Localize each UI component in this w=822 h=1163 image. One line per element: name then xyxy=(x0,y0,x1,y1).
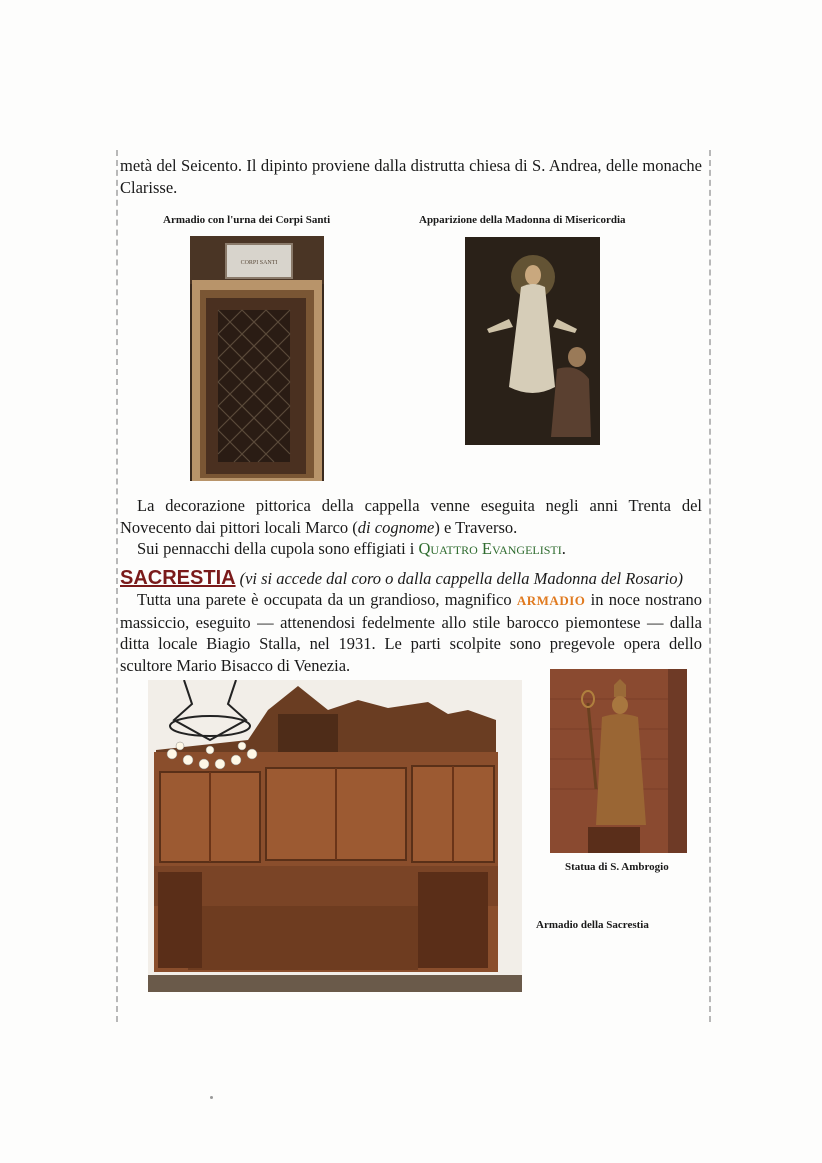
sacrestia-heading xyxy=(120,567,710,590)
quattro-evangelisti-highlight: Quattro Evangelisti xyxy=(418,539,562,558)
sacrestia-title: SACRESTIA xyxy=(120,567,236,589)
urna-plaque-text: CORPI SANTI xyxy=(240,260,278,266)
sacrestia-subtitle: (vi si accede dal coro o dalla cappella della Madonna del Rosario) xyxy=(239,569,683,588)
sacrestia-text-1: Tutta una parete è occupata da un grandioso, magnifico xyxy=(137,590,517,609)
decorazione-text-1: La decorazione pittorica della cappella venne eseguita negli anni Trenta del Novecento dai pittori locali Marco ( xyxy=(120,496,702,537)
sacrestia-text-2: in noce nostrano massiccio, eseguito — attenendosi fedelmente allo stile barocco piemontese — dalla ditta locale Biagio Stalla, nel 1931. Le parti scolpite sono pregevole opera dello scultore Mario Bisacco di Venezia. xyxy=(120,590,702,675)
decorazione-text-2: ) e Traverso. xyxy=(434,517,518,537)
photo-statua-ambrogio xyxy=(550,669,687,853)
pennacchi-text-1: Sui pennacchi della cupola sono effigiati i xyxy=(137,539,419,558)
intro-paragraph xyxy=(120,155,702,198)
intro-text: metà del Seicento. Il dipinto proviene dalla distrutta chiesa di S. Andrea, delle monache Clarisse. xyxy=(120,156,702,197)
caption-armadio-urna: Armadio con l'urna dei Corpi Santi xyxy=(163,214,331,226)
caption-statua: Statua di S. Ambrogio xyxy=(565,861,669,873)
caption-madonna: Apparizione della Madonna di Misericordia xyxy=(419,214,626,226)
left-dashed-margin xyxy=(116,150,118,1022)
photo-madonna-misericordia xyxy=(465,237,600,445)
photo-armadio-urna xyxy=(190,236,324,481)
sacrestia-paragraph xyxy=(120,589,702,676)
decorazione-paragraph xyxy=(120,495,702,538)
decorazione-italic: di cognome xyxy=(357,517,435,537)
pennacchi-paragraph xyxy=(120,538,702,560)
photo-armadio-sacrestia xyxy=(148,680,522,992)
scan-speck xyxy=(210,1096,213,1099)
pennacchi-text-2: . xyxy=(561,539,566,558)
armadio-highlight: ARMADIO xyxy=(516,593,586,608)
caption-armadio-sacrestia: Armadio della Sacrestia xyxy=(536,919,649,931)
